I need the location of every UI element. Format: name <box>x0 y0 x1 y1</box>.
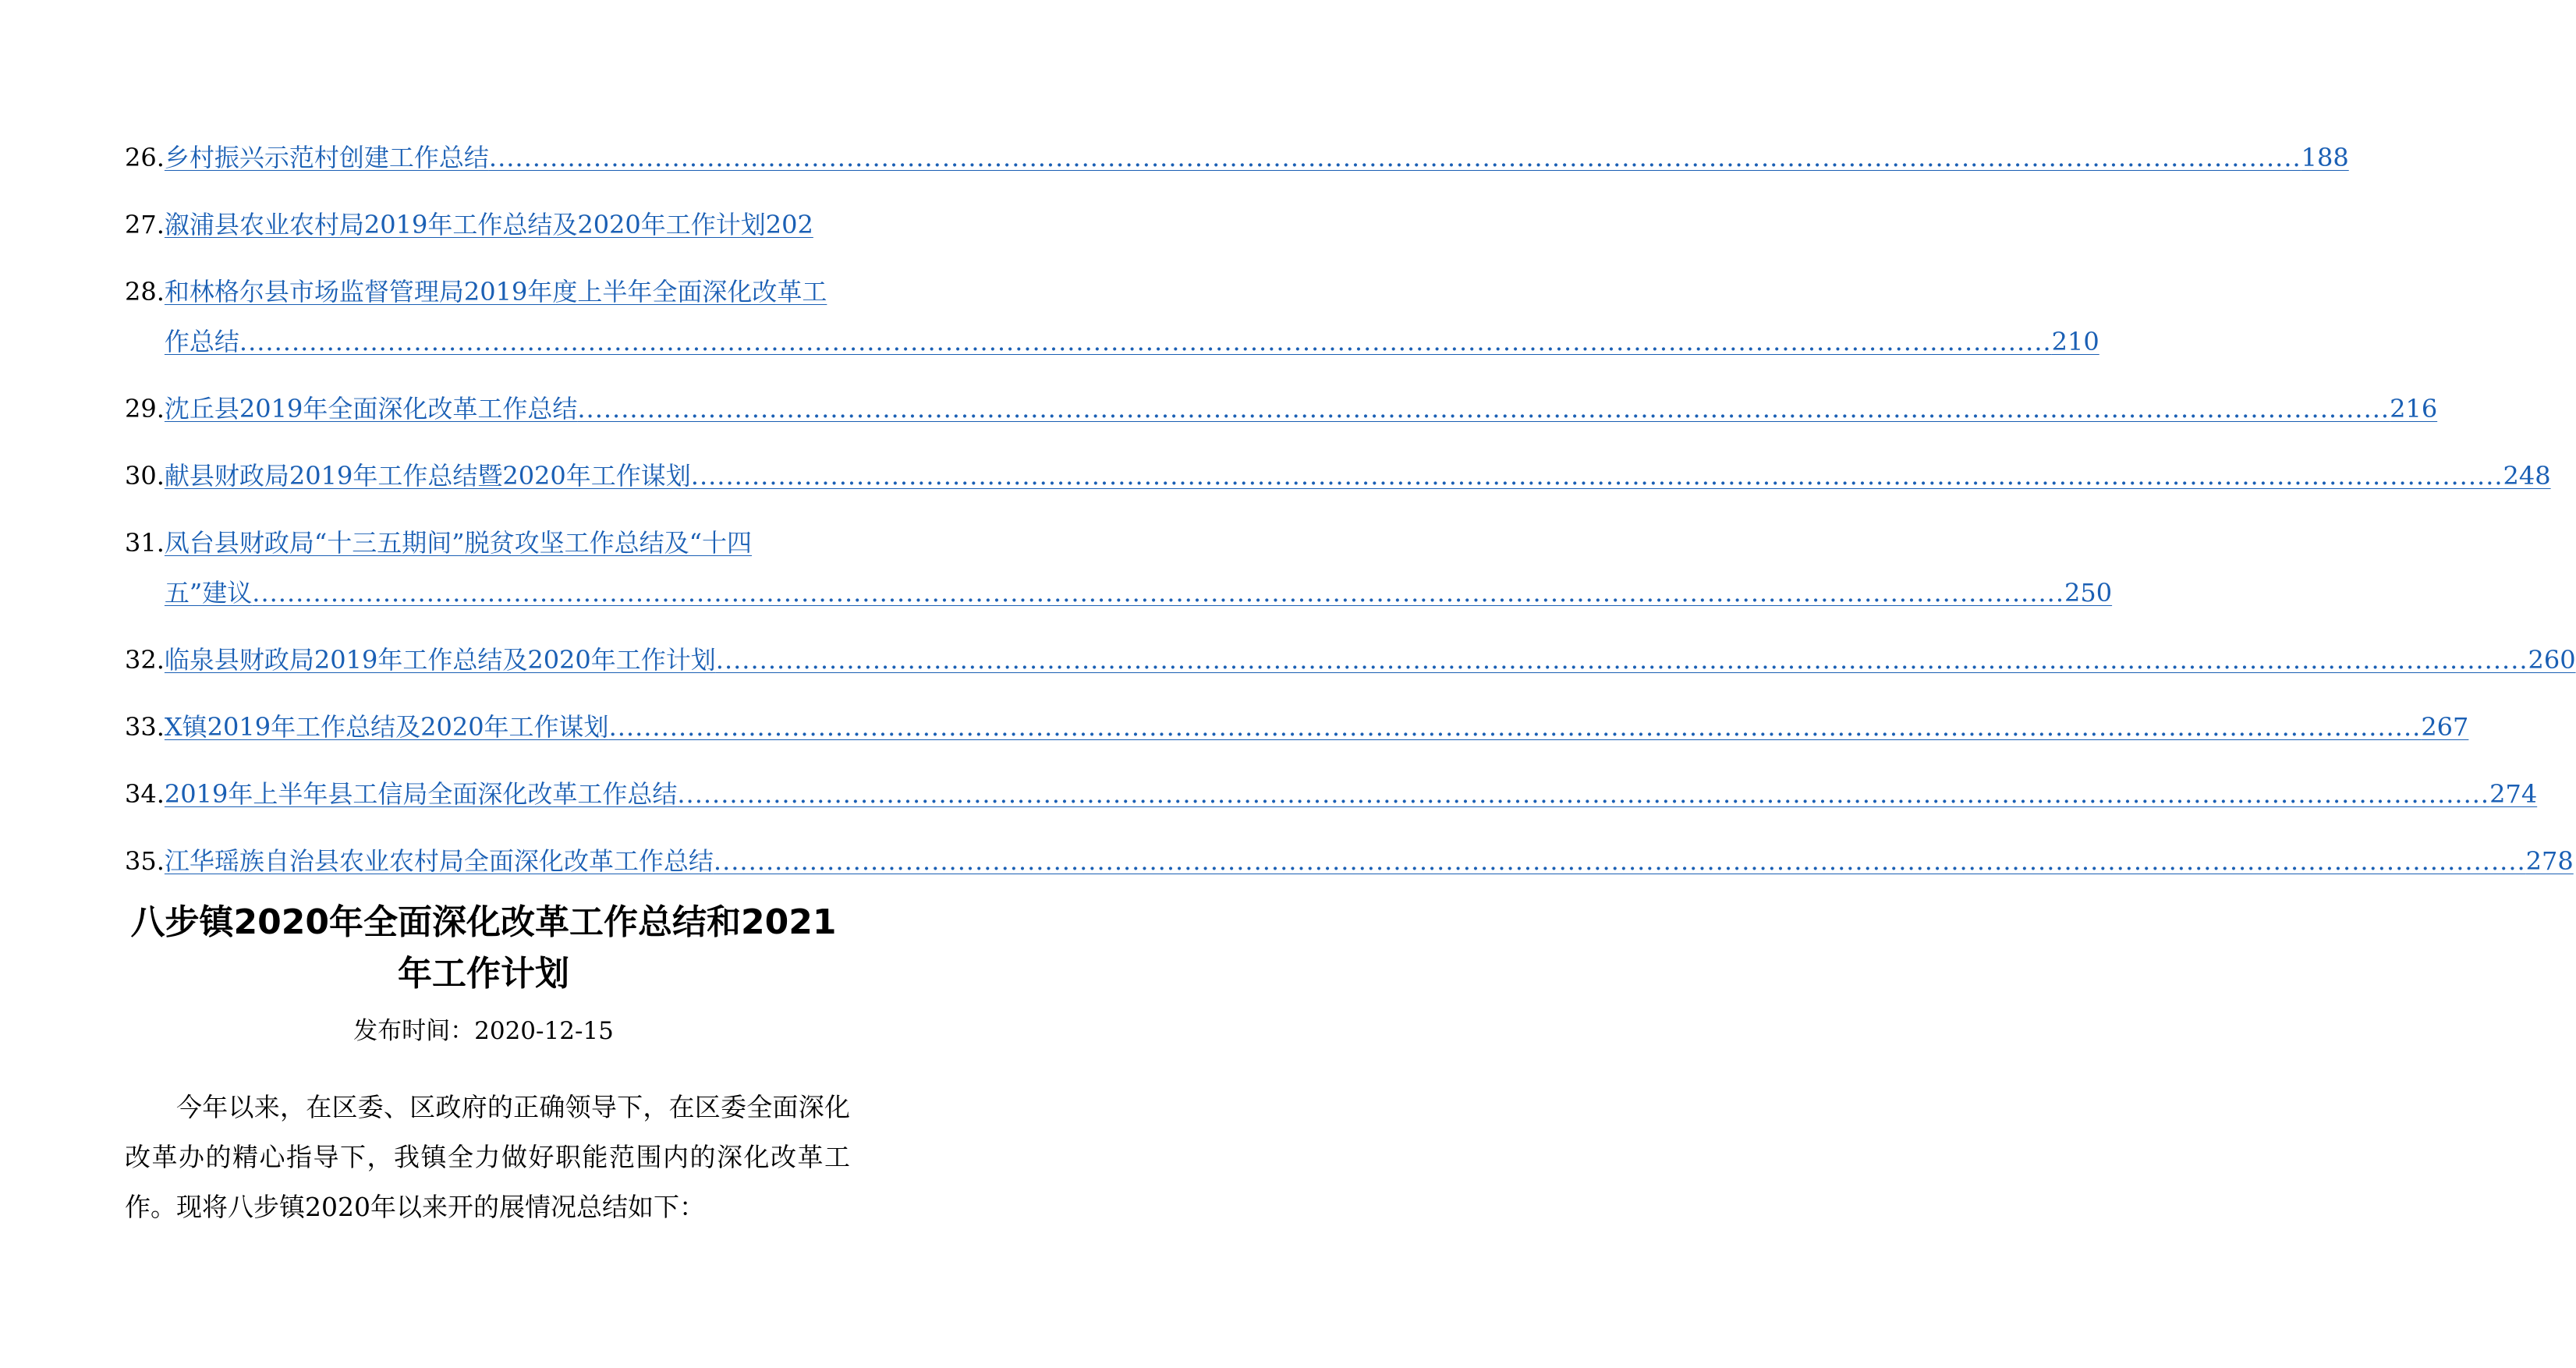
toc-leader-dots <box>677 769 2489 819</box>
toc-entry-32 <box>125 635 2576 685</box>
publish-date: 发布时间：2020-12-15 <box>353 1017 614 1045</box>
toc-title-line2: 五”建议 <box>164 578 253 608</box>
toc-number: 28. <box>125 277 165 307</box>
toc-link[interactable] <box>164 384 2438 434</box>
toc-page-number: 250 <box>2064 578 2113 608</box>
toc-entry-31 <box>125 518 2113 618</box>
toc-number: 29. <box>125 394 165 424</box>
document-title-line1: 八步镇2020年全面深化改革工作总结和2021 <box>130 902 837 942</box>
toc-title: 献县财政局2019年工作总结暨2020年工作谋划 <box>164 461 691 491</box>
toc-link[interactable] <box>164 769 2538 819</box>
toc-leader-dots <box>691 451 2503 501</box>
toc-entry-26 <box>125 133 2349 183</box>
toc-title: X镇2019年工作总结及2020年工作谋划 <box>164 712 609 742</box>
toc-number: 31. <box>125 528 165 558</box>
toc-leader-dots <box>577 384 2390 434</box>
toc-title: 临泉县财政局2019年工作总结及2020年工作计划 <box>164 645 716 675</box>
toc-number: 26. <box>125 143 165 172</box>
toc-link[interactable] <box>164 451 2551 501</box>
toc-entry-27 <box>125 200 858 250</box>
toc-title: 江华瑶族自治县农业农村局全面深化改革工作总结 <box>164 846 714 876</box>
toc-title-line1: 和林格尔县市场监督管理局2019年度上半年全面深化改革工 <box>164 277 827 307</box>
toc-title: 溆浦县农业农村局2019年工作总结及2020年工作计划 <box>164 210 766 239</box>
toc-page-number: 274 <box>2489 779 2538 809</box>
toc-entry-34 <box>125 769 2538 819</box>
toc-number: 27. <box>125 210 165 239</box>
toc-page-number: 188 <box>2301 143 2349 172</box>
toc-entry-29 <box>125 384 2438 434</box>
toc-link[interactable] <box>164 702 2469 752</box>
toc-page-number: 210 <box>2051 327 2099 356</box>
body-paragraph: 今年以来，在区委、区政府的正确领导下，在区委全面深化改革办的精心指导下，我镇全力做好职能范围内的深化改革工作。现将八步镇2020年以来开的展情况总结如下： <box>125 1092 850 1222</box>
toc-link[interactable] <box>164 836 2574 886</box>
toc-link[interactable] <box>164 635 2576 685</box>
toc-number: 34. <box>125 779 165 809</box>
toc-leader-dots <box>609 702 2422 752</box>
toc-leader-dots <box>489 133 2301 183</box>
toc-page-number: 202 <box>765 210 813 239</box>
toc-leader-dots <box>714 836 2526 886</box>
toc-title: 乡村振兴示范村创建工作总结 <box>164 143 489 172</box>
toc-link[interactable] <box>164 518 2113 618</box>
toc-title-line1: 凤台县财政局“十三五期间”脱贫攻坚工作总结及“十四 <box>164 528 752 558</box>
toc-title: 沈丘县2019年全面深化改革工作总结 <box>164 394 578 424</box>
document-title-line2: 年工作计划 <box>398 954 569 994</box>
toc-number: 32. <box>125 645 165 675</box>
toc-entry-30 <box>125 451 2551 501</box>
toc-number: 33. <box>125 712 165 742</box>
toc-entry-35 <box>125 836 2574 886</box>
document-title <box>117 897 850 1000</box>
toc-number: 30. <box>125 461 165 491</box>
toc-number: 35. <box>125 846 165 876</box>
toc-leader-dots <box>239 317 2052 367</box>
toc-title-line2: 作总结 <box>164 327 239 356</box>
toc-page-number: 248 <box>2503 461 2551 491</box>
toc-entry-28 <box>125 267 2099 367</box>
toc-page-number: 216 <box>2390 394 2438 424</box>
table-of-contents <box>125 133 2576 903</box>
toc-leader-dots <box>716 635 2528 685</box>
toc-entry-33 <box>125 702 2469 752</box>
toc-link[interactable] <box>164 267 2099 367</box>
toc-title: 2019年上半年县工信局全面深化改革工作总结 <box>164 779 678 809</box>
toc-link[interactable] <box>164 133 2349 183</box>
toc-link[interactable] <box>165 200 851 250</box>
toc-leader-dots <box>252 568 2064 618</box>
toc-page-number: 278 <box>2525 846 2574 876</box>
toc-page-number: 267 <box>2421 712 2469 742</box>
toc-page-number: 260 <box>2528 645 2576 675</box>
